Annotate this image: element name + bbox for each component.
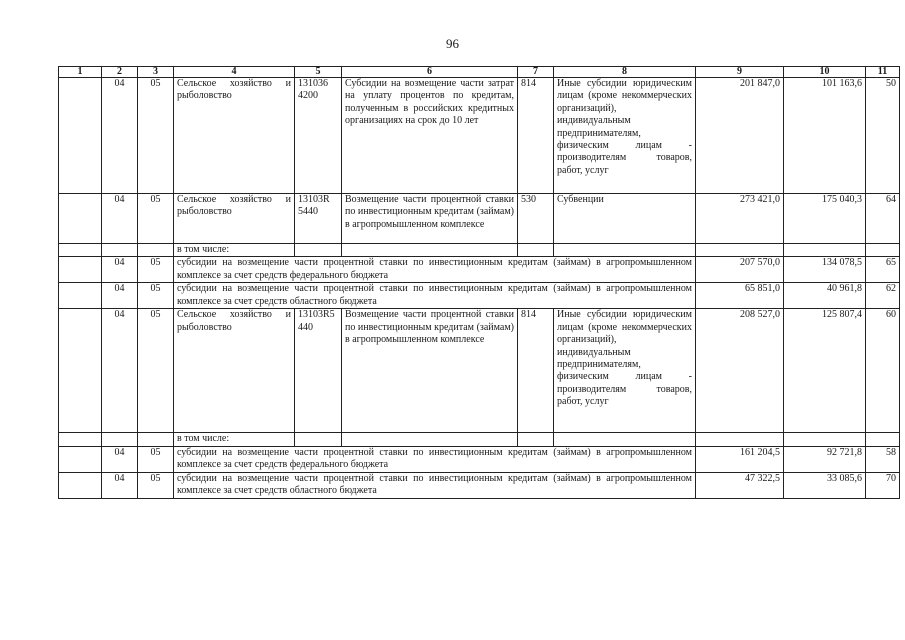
cell-percent: 62 xyxy=(866,283,900,309)
cell-empty xyxy=(342,433,518,446)
column-number: 10 xyxy=(784,67,866,78)
cell-empty xyxy=(866,433,900,446)
cell-percent: 50 xyxy=(866,78,900,194)
cell-percent: 65 xyxy=(866,257,900,283)
cell-amount-plan: 208 527,0 xyxy=(696,309,784,433)
cell-empty xyxy=(138,433,174,446)
table-row-including xyxy=(59,433,900,446)
column-number-row xyxy=(59,67,900,78)
cell-section: 04 xyxy=(102,194,138,244)
column-number: 1 xyxy=(59,67,102,78)
cell-section: 04 xyxy=(102,283,138,309)
cell-percent: 58 xyxy=(866,446,900,472)
table-row xyxy=(59,194,900,244)
cell-expense-name: Субвенции xyxy=(554,194,696,244)
cell-empty xyxy=(554,433,696,446)
column-number: 8 xyxy=(554,67,696,78)
cell-subsidy-description: субсидии на возмещение части процентной ставки по инвестиционным кредитам (займам) в агропромышленном комплексе за счет средств областного бюджета xyxy=(174,283,696,309)
table-row xyxy=(59,472,900,498)
cell-including-label: в том числе: xyxy=(174,244,295,257)
cell-empty xyxy=(59,283,102,309)
cell-target-code: 131036 4200 xyxy=(295,78,342,194)
table-row xyxy=(59,257,900,283)
cell-empty xyxy=(59,194,102,244)
table-row xyxy=(59,78,900,194)
cell-amount-actual: 92 721,8 xyxy=(784,446,866,472)
cell-amount-plan: 65 851,0 xyxy=(696,283,784,309)
cell-empty xyxy=(59,309,102,433)
column-number: 4 xyxy=(174,67,295,78)
cell-empty xyxy=(696,433,784,446)
budget-table xyxy=(58,66,900,499)
cell-section: 04 xyxy=(102,309,138,433)
cell-subsection: 05 xyxy=(138,257,174,283)
cell-section: 04 xyxy=(102,472,138,498)
cell-subsidy-description: субсидии на возмещение части процентной ставки по инвестиционным кредитам (займам) в агропромышленном комплексе за счет средств областного бюджета xyxy=(174,472,696,498)
cell-empty xyxy=(138,244,174,257)
cell-empty xyxy=(59,433,102,446)
column-number: 3 xyxy=(138,67,174,78)
cell-subsection: 05 xyxy=(138,472,174,498)
cell-expense-name: Иные субсидии юридическим лицам (кроме некоммерческих организаций), индивидуальным предпринимателям, физическим лицам - производителям товаров, работ, услуг xyxy=(554,78,696,194)
cell-amount-plan: 273 421,0 xyxy=(696,194,784,244)
cell-empty xyxy=(554,244,696,257)
cell-expense-type: 530 xyxy=(518,194,554,244)
cell-empty xyxy=(102,244,138,257)
cell-section-name: Сельское хозяйство и рыболовство xyxy=(174,78,295,194)
cell-empty xyxy=(59,446,102,472)
table-row xyxy=(59,309,900,433)
cell-empty xyxy=(784,244,866,257)
cell-target-code: 13103R5 440 xyxy=(295,309,342,433)
cell-section: 04 xyxy=(102,257,138,283)
cell-subsection: 05 xyxy=(138,283,174,309)
table-row-including xyxy=(59,244,900,257)
cell-empty xyxy=(518,244,554,257)
column-number: 11 xyxy=(866,67,900,78)
cell-including-label: в том числе: xyxy=(174,433,295,446)
cell-amount-actual: 101 163,6 xyxy=(784,78,866,194)
column-number: 9 xyxy=(696,67,784,78)
page-number: 96 xyxy=(446,36,459,51)
cell-amount-actual: 33 085,6 xyxy=(784,472,866,498)
cell-section-name: Сельское хозяйство и рыболовство xyxy=(174,194,295,244)
cell-percent: 70 xyxy=(866,472,900,498)
cell-empty xyxy=(295,244,342,257)
cell-empty xyxy=(59,244,102,257)
cell-section-name: Сельское хозяйство и рыболовство xyxy=(174,309,295,433)
cell-amount-plan: 161 204,5 xyxy=(696,446,784,472)
cell-description: Возмещение части процентной ставки по инвестиционным кредитам (займам) в агропромышленном комплексе xyxy=(342,194,518,244)
cell-subsection: 05 xyxy=(138,194,174,244)
table-row xyxy=(59,446,900,472)
cell-amount-plan: 207 570,0 xyxy=(696,257,784,283)
cell-target-code: 13103R 5440 xyxy=(295,194,342,244)
cell-empty xyxy=(784,433,866,446)
column-number: 2 xyxy=(102,67,138,78)
cell-subsection: 05 xyxy=(138,309,174,433)
column-number: 5 xyxy=(295,67,342,78)
cell-section: 04 xyxy=(102,78,138,194)
column-number: 6 xyxy=(342,67,518,78)
cell-subsection: 05 xyxy=(138,78,174,194)
cell-empty xyxy=(59,472,102,498)
cell-empty xyxy=(102,433,138,446)
cell-amount-actual: 40 961,8 xyxy=(784,283,866,309)
cell-expense-name: Иные субсидии юридическим лицам (кроме некоммерческих организаций), индивидуальным предпринимателям, физическим лицам - производителям товаров, работ, услуг xyxy=(554,309,696,433)
cell-empty xyxy=(696,244,784,257)
cell-description: Субсидии на возмещение части затрат на уплату процентов по кредитам, полученным в российских кредитных организациях на срок до 10 лет xyxy=(342,78,518,194)
cell-empty xyxy=(59,257,102,283)
cell-subsection: 05 xyxy=(138,446,174,472)
cell-empty xyxy=(295,433,342,446)
cell-amount-actual: 175 040,3 xyxy=(784,194,866,244)
cell-subsidy-description: субсидии на возмещение части процентной ставки по инвестиционным кредитам (займам) в агропромышленном комплексе за счет средств федерального бюджета xyxy=(174,446,696,472)
table-row xyxy=(59,283,900,309)
cell-expense-type: 814 xyxy=(518,309,554,433)
cell-section: 04 xyxy=(102,446,138,472)
cell-amount-plan: 47 322,5 xyxy=(696,472,784,498)
cell-amount-actual: 134 078,5 xyxy=(784,257,866,283)
cell-empty xyxy=(866,244,900,257)
cell-empty xyxy=(59,78,102,194)
cell-amount-plan: 201 847,0 xyxy=(696,78,784,194)
cell-empty xyxy=(342,244,518,257)
cell-description: Возмещение части процентной ставки по инвестиционным кредитам (займам) в агропромышленном комплексе xyxy=(342,309,518,433)
cell-amount-actual: 125 807,4 xyxy=(784,309,866,433)
cell-percent: 64 xyxy=(866,194,900,244)
cell-expense-type: 814 xyxy=(518,78,554,194)
column-number: 7 xyxy=(518,67,554,78)
cell-percent: 60 xyxy=(866,309,900,433)
cell-empty xyxy=(518,433,554,446)
cell-subsidy-description: субсидии на возмещение части процентной ставки по инвестиционным кредитам (займам) в агропромышленном комплексе за счет средств федерального бюджета xyxy=(174,257,696,283)
